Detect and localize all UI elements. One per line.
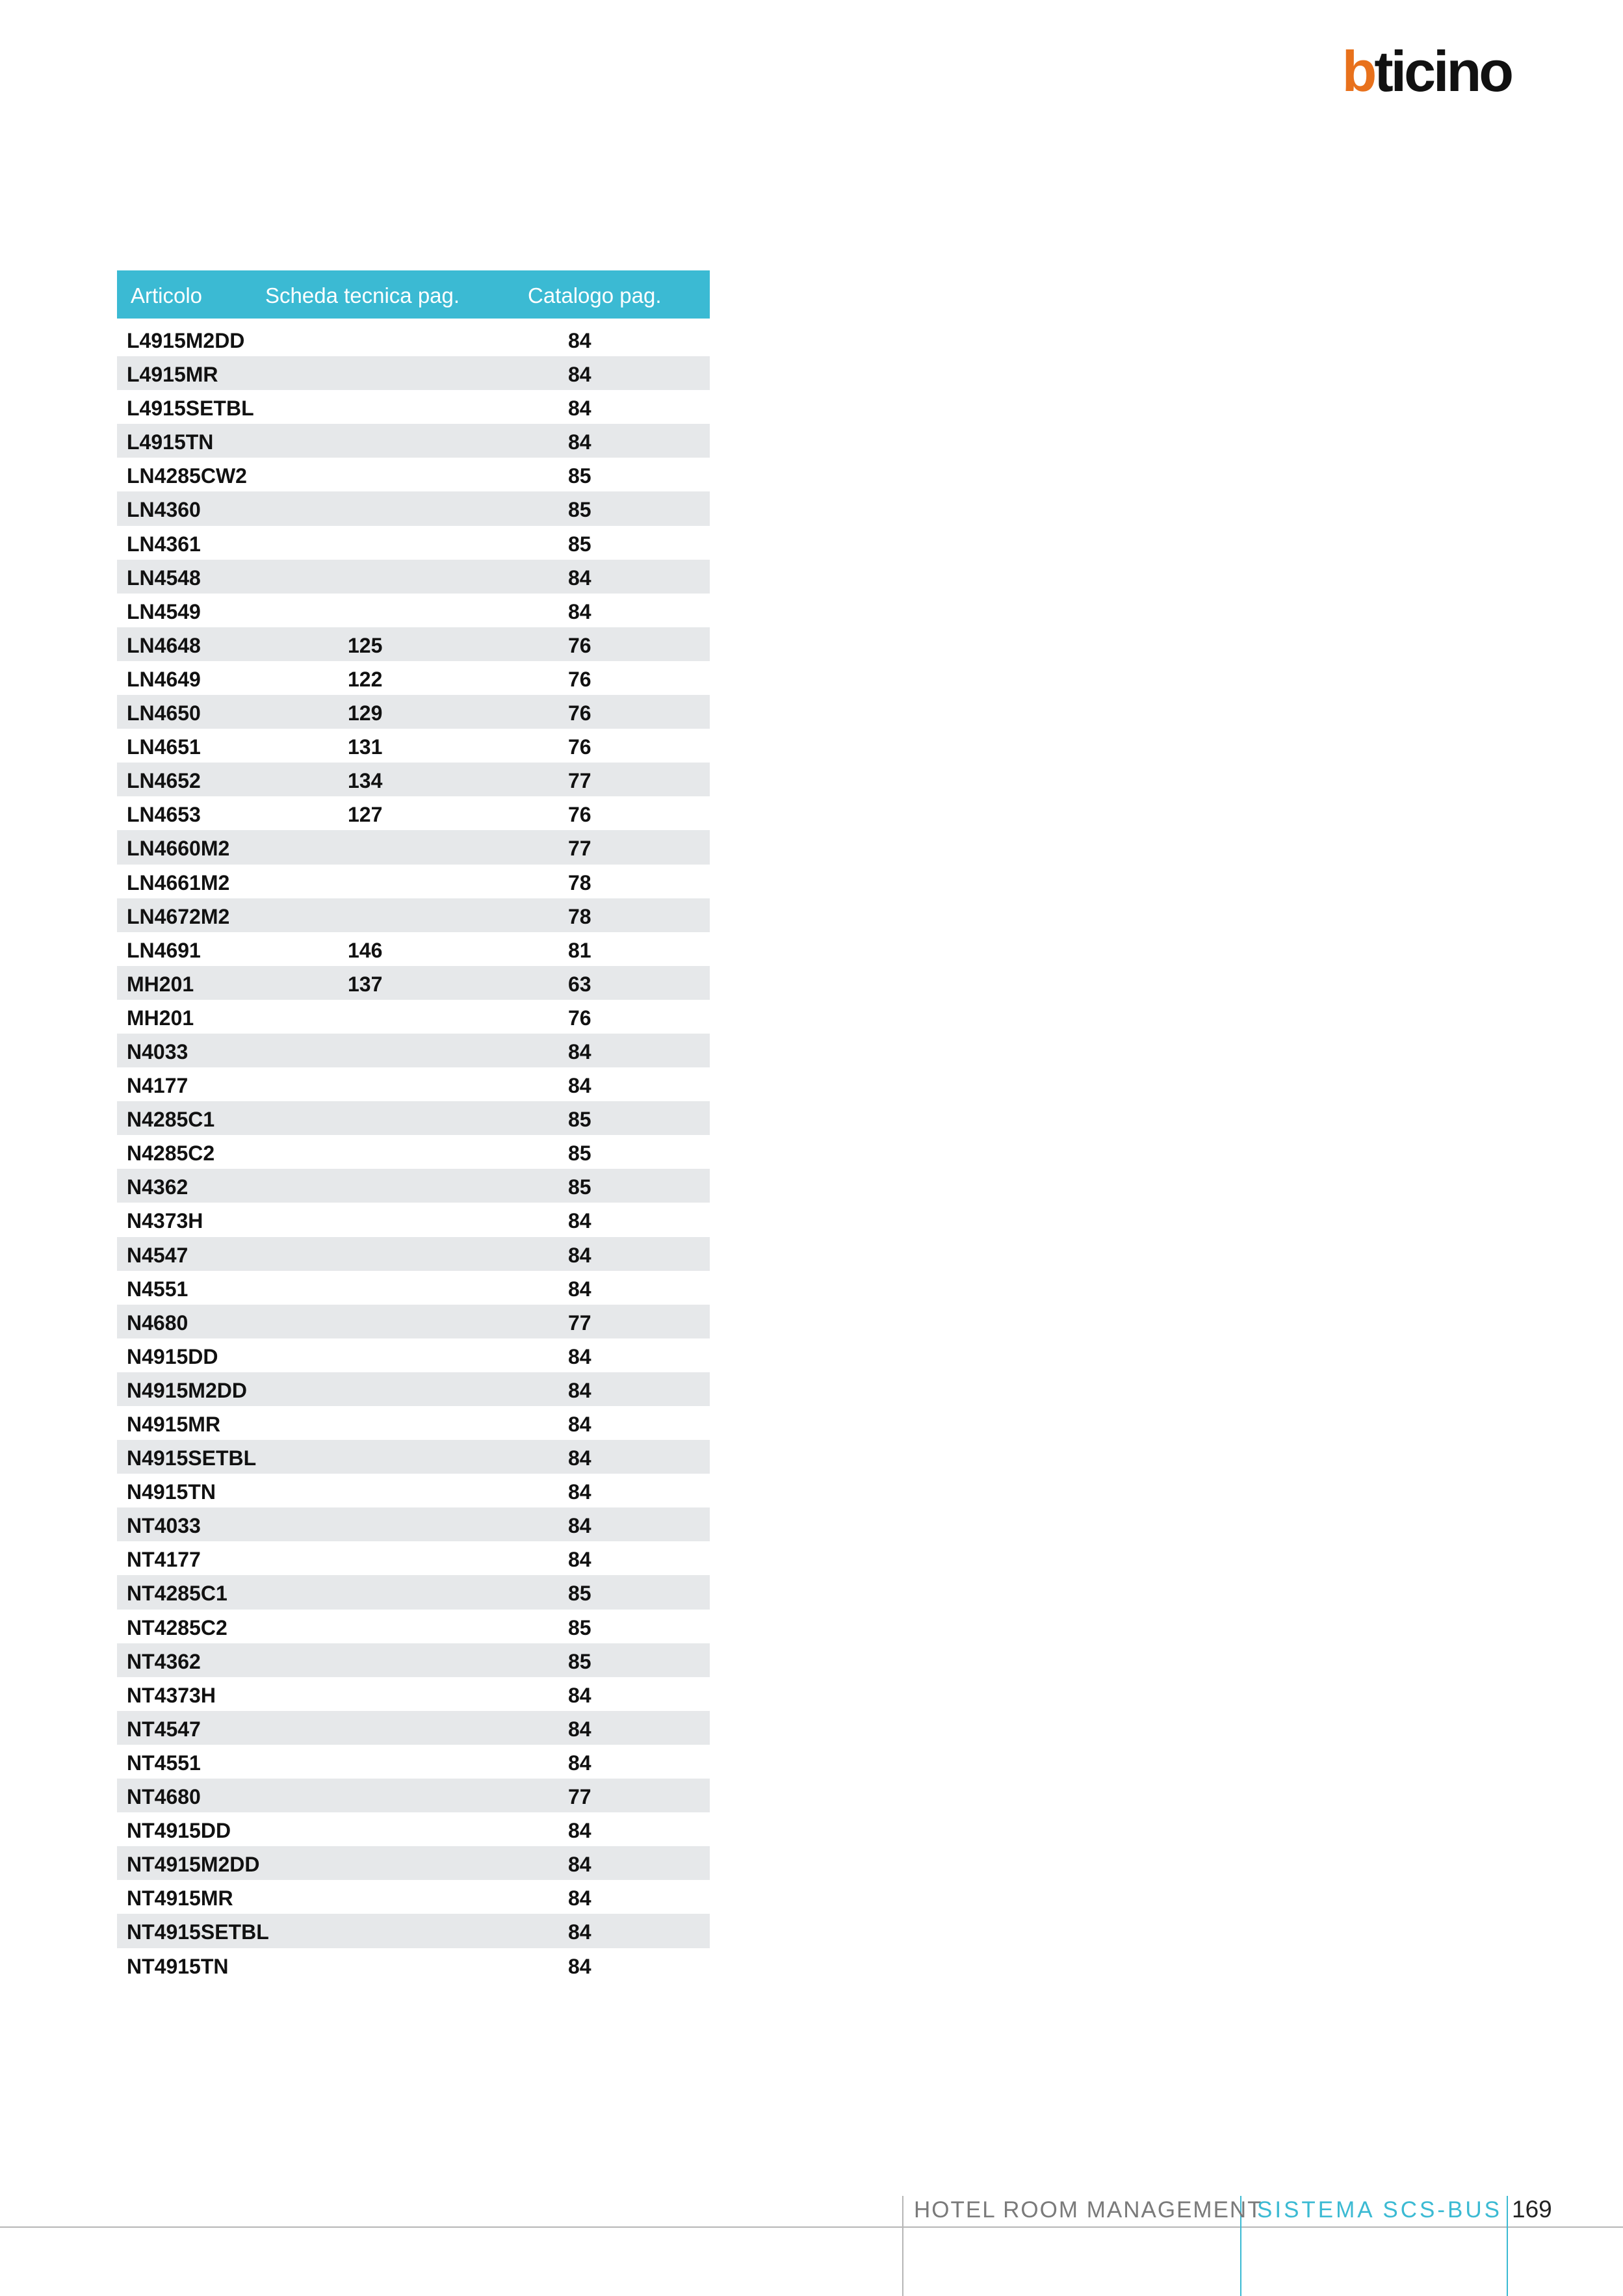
- cell-catalogo: 84: [568, 1378, 591, 1402]
- cell-articolo: N4915SETBL: [127, 1446, 257, 1470]
- cell-articolo: LN4691: [127, 938, 201, 962]
- cell-catalogo: 84: [568, 1717, 591, 1741]
- table-row: [117, 1169, 710, 1203]
- table-row: [117, 390, 710, 424]
- table-row: [117, 763, 710, 796]
- cell-articolo: NT4915DD: [127, 1819, 231, 1843]
- cell-catalogo: 77: [568, 769, 591, 793]
- table-row: [117, 1000, 710, 1034]
- cell-catalogo: 84: [568, 1074, 591, 1098]
- table-row: [117, 1101, 710, 1135]
- table-row: [117, 865, 710, 898]
- cell-catalogo: 85: [568, 464, 591, 488]
- cell-catalogo: 84: [568, 1853, 591, 1877]
- cell-catalogo: 85: [568, 532, 591, 556]
- cell-articolo: N4915M2DD: [127, 1378, 247, 1402]
- cell-catalogo: 84: [568, 1446, 591, 1470]
- cell-articolo: L4915TN: [127, 430, 214, 454]
- cell-catalogo: 85: [568, 1175, 591, 1199]
- cell-articolo: NT4915TN: [127, 1954, 229, 1978]
- cell-catalogo: 84: [568, 599, 591, 623]
- cell-scheda-tecnica: 122: [348, 667, 383, 691]
- cell-catalogo: 84: [568, 1039, 591, 1063]
- cell-catalogo: 84: [568, 363, 591, 387]
- table-row: [117, 1610, 710, 1643]
- cell-scheda-tecnica: 129: [348, 701, 383, 725]
- cell-catalogo: 85: [568, 1582, 591, 1606]
- cell-articolo: L4915M2DD: [127, 329, 245, 352]
- cell-catalogo: 85: [568, 1108, 591, 1132]
- table-row: [117, 560, 710, 594]
- table-row: [117, 1575, 710, 1609]
- cell-catalogo: 76: [568, 803, 591, 827]
- cell-articolo: NT4547: [127, 1717, 201, 1741]
- table-row: [117, 796, 710, 830]
- cell-articolo: LN4651: [127, 735, 201, 759]
- cell-articolo: NT4362: [127, 1649, 201, 1673]
- table-row: [117, 1440, 710, 1474]
- cell-catalogo: 84: [568, 1683, 591, 1707]
- cell-catalogo: 84: [568, 1514, 591, 1538]
- cell-articolo: L4915MR: [127, 363, 218, 387]
- footer-separator-left: [902, 2196, 903, 2296]
- table-header: [117, 270, 710, 319]
- cell-articolo: N4373H: [127, 1209, 203, 1233]
- cell-catalogo: 84: [568, 1751, 591, 1775]
- cell-catalogo: 84: [568, 1920, 591, 1944]
- cell-articolo: N4547: [127, 1243, 188, 1267]
- cell-articolo: LN4649: [127, 667, 201, 691]
- table-row: [117, 1914, 710, 1948]
- cell-catalogo: 84: [568, 329, 591, 352]
- table-row: [117, 1406, 710, 1440]
- cell-articolo: LN4650: [127, 701, 201, 725]
- table-row: [117, 526, 710, 560]
- cell-articolo: LN4653: [127, 803, 201, 827]
- table-row: [117, 830, 710, 864]
- cell-articolo: LN4672M2: [127, 904, 230, 928]
- table-row: [117, 356, 710, 390]
- header-scheda-tecnica: Scheda tecnica pag.: [265, 283, 460, 307]
- cell-catalogo: 77: [568, 1311, 591, 1335]
- cell-articolo: MH201: [127, 972, 194, 996]
- footer-section-title: HOTEL ROOM MANAGEMENT: [914, 2197, 1263, 2223]
- table-row: [117, 1880, 710, 1914]
- table-row: [117, 322, 710, 356]
- cell-scheda-tecnica: 146: [348, 938, 383, 962]
- cell-catalogo: 84: [568, 1344, 591, 1368]
- page-number: 169: [1512, 2196, 1552, 2223]
- table-row: [117, 1643, 710, 1677]
- table-row: [117, 1237, 710, 1271]
- cell-articolo: NT4915MR: [127, 1886, 233, 1911]
- footer-divider: [0, 2226, 1623, 2228]
- table-row: [117, 729, 710, 763]
- table-row: [117, 1338, 710, 1372]
- table-row: [117, 1203, 710, 1236]
- table-row: [117, 1135, 710, 1169]
- cell-articolo: NT4033: [127, 1514, 201, 1538]
- cell-catalogo: 63: [568, 972, 591, 996]
- table-body: [117, 322, 710, 1982]
- cell-scheda-tecnica: 131: [348, 735, 383, 759]
- table-row: [117, 1711, 710, 1745]
- table-row: [117, 424, 710, 458]
- table-row: [117, 1812, 710, 1846]
- cell-catalogo: 77: [568, 1785, 591, 1809]
- cell-articolo: NT4285C2: [127, 1615, 227, 1639]
- cell-catalogo: 84: [568, 1209, 591, 1233]
- cell-catalogo: 85: [568, 498, 591, 522]
- cell-articolo: LN4361: [127, 532, 201, 556]
- table-row: [117, 627, 710, 661]
- table-row: [117, 966, 710, 1000]
- bticino-logo: [1342, 39, 1511, 103]
- cell-articolo: N4362: [127, 1175, 188, 1199]
- cell-catalogo: 76: [568, 1006, 591, 1030]
- cell-articolo: L4915SETBL: [127, 397, 254, 421]
- footer-separator-right: [1507, 2196, 1508, 2296]
- table-row: [117, 1846, 710, 1880]
- cell-articolo: N4680: [127, 1311, 188, 1335]
- cell-articolo: NT4915M2DD: [127, 1853, 260, 1877]
- cell-catalogo: 78: [568, 870, 591, 894]
- table-row: [117, 1034, 710, 1067]
- table-row: [117, 458, 710, 491]
- table-row: [117, 1372, 710, 1406]
- table-row: [117, 491, 710, 525]
- cell-catalogo: 84: [568, 397, 591, 421]
- cell-articolo: LN4548: [127, 566, 201, 590]
- cell-catalogo: 76: [568, 633, 591, 657]
- cell-articolo: N4177: [127, 1074, 188, 1098]
- cell-articolo: N4915TN: [127, 1480, 216, 1504]
- table-row: [117, 1507, 710, 1541]
- cell-catalogo: 84: [568, 1886, 591, 1911]
- cell-catalogo: 78: [568, 904, 591, 928]
- cell-articolo: MH201: [127, 1006, 194, 1030]
- table-row: [117, 1305, 710, 1338]
- table-row: [117, 1271, 710, 1305]
- cell-scheda-tecnica: 134: [348, 769, 383, 793]
- cell-articolo: NT4177: [127, 1548, 201, 1572]
- cell-articolo: LN4652: [127, 769, 201, 793]
- cell-articolo: LN4549: [127, 599, 201, 623]
- cell-catalogo: 76: [568, 667, 591, 691]
- cell-catalogo: 81: [568, 938, 591, 962]
- cell-catalogo: 76: [568, 735, 591, 759]
- cell-catalogo: 84: [568, 1954, 591, 1978]
- cell-articolo: LN4661M2: [127, 870, 230, 894]
- cell-articolo: N4285C2: [127, 1141, 215, 1166]
- cell-catalogo: 84: [568, 1819, 591, 1843]
- cell-catalogo: 84: [568, 430, 591, 454]
- header-articolo: Articolo: [131, 283, 203, 307]
- cell-catalogo: 84: [568, 1480, 591, 1504]
- cell-articolo: LN4285CW2: [127, 464, 247, 488]
- cell-catalogo: 85: [568, 1141, 591, 1166]
- cell-catalogo: 85: [568, 1649, 591, 1673]
- cell-catalogo: 84: [568, 566, 591, 590]
- cell-catalogo: 84: [568, 1413, 591, 1436]
- header-catalogo: Catalogo pag.: [528, 283, 662, 307]
- cell-catalogo: 84: [568, 1548, 591, 1572]
- table-row: [117, 932, 710, 966]
- table-row: [117, 1779, 710, 1812]
- cell-articolo: LN4660M2: [127, 837, 230, 861]
- cell-catalogo: 85: [568, 1615, 591, 1639]
- table-row: [117, 1541, 710, 1575]
- logo-text: ticino: [1374, 39, 1511, 103]
- table-row: [117, 898, 710, 932]
- cell-catalogo: 84: [568, 1277, 591, 1301]
- cell-articolo: NT4915SETBL: [127, 1920, 269, 1944]
- table-row: [117, 1948, 710, 1982]
- cell-scheda-tecnica: 137: [348, 972, 383, 996]
- cell-articolo: NT4680: [127, 1785, 201, 1809]
- cell-articolo: N4033: [127, 1039, 188, 1063]
- cell-articolo: NT4285C1: [127, 1582, 227, 1606]
- cell-articolo: NT4551: [127, 1751, 201, 1775]
- cell-catalogo: 84: [568, 1243, 591, 1267]
- cell-articolo: N4915DD: [127, 1344, 218, 1368]
- table-row: [117, 1745, 710, 1779]
- cell-articolo: NT4373H: [127, 1683, 216, 1707]
- cell-articolo: LN4360: [127, 498, 201, 522]
- table-row: [117, 594, 710, 627]
- footer-system-title: SISTEMA SCS-BUS: [1257, 2197, 1503, 2223]
- cell-articolo: N4551: [127, 1277, 188, 1301]
- cell-catalogo: 77: [568, 837, 591, 861]
- table-row: [117, 695, 710, 729]
- table-row: [117, 661, 710, 695]
- cell-articolo: N4915MR: [127, 1413, 221, 1436]
- cell-articolo: N4285C1: [127, 1108, 215, 1132]
- cell-scheda-tecnica: 125: [348, 633, 383, 657]
- logo-letter-b: b: [1342, 39, 1375, 103]
- cell-articolo: LN4648: [127, 633, 201, 657]
- cell-scheda-tecnica: 127: [348, 803, 383, 827]
- table-row: [117, 1474, 710, 1507]
- cell-catalogo: 76: [568, 701, 591, 725]
- article-table: [117, 270, 710, 1982]
- table-row: [117, 1677, 710, 1711]
- table-row: [117, 1067, 710, 1101]
